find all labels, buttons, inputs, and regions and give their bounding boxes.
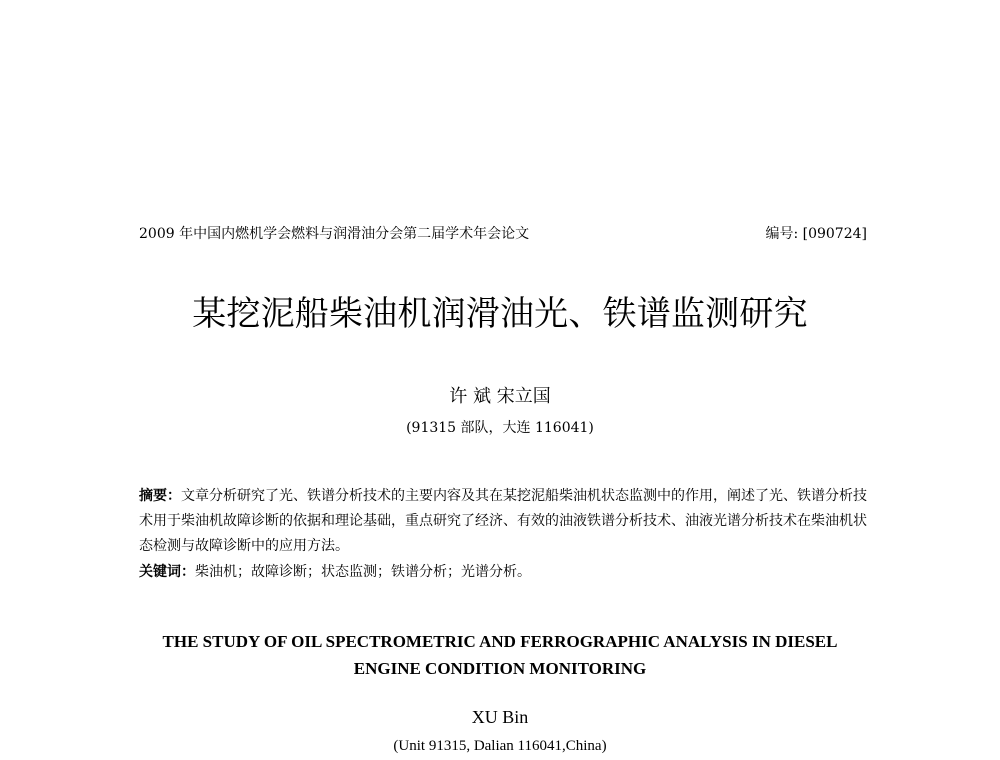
english-title-line-1: THE STUDY OF OIL SPECTROMETRIC AND FERROGRAPHIC ANALYSIS IN DIESEL <box>162 632 838 651</box>
abstract-label: 摘要： <box>139 488 181 504</box>
keywords-label: 关键词： <box>139 564 195 580</box>
english-title-line-2: ENGINE CONDITION MONITORING <box>353 659 647 678</box>
paper-title-chinese: 某挖泥船柴油机润滑油光、铁谱监测研究 <box>192 294 808 334</box>
keywords-text: 柴油机；故障诊断；状态监测；铁谱分析；光谱分析。 <box>195 564 531 580</box>
paper-serial-number: 编号: [090724] <box>765 226 867 242</box>
keywords-line <box>139 560 867 584</box>
paper-header <box>139 222 867 246</box>
affiliation-chinese: (91315 部队，大连 116041) <box>406 420 594 436</box>
abstract-text: 文章分析研究了光、铁谱分析技术的主要内容及其在某挖泥船柴油机状态监测中的作用，阐述了光、铁谱分析技术用于柴油机故障诊断的依据和理论基础，重点研究了经济、有效的油液铁谱分析技术、油液光谱分析技术在柴油机状态检测与故障诊断中的应用方法。 <box>139 488 867 554</box>
conference-header: 2009 年中国内燃机学会燃料与润滑油分会第二届学术年会论文 <box>139 226 530 242</box>
affiliation-english: (Unit 91315, Dalian 116041,China) <box>393 738 607 754</box>
abstract-paragraph <box>139 484 867 559</box>
author-english: XU Bin <box>471 707 529 727</box>
paper-title-english <box>0 628 1000 682</box>
author-list-chinese: 许 斌 宋立国 <box>449 386 551 407</box>
